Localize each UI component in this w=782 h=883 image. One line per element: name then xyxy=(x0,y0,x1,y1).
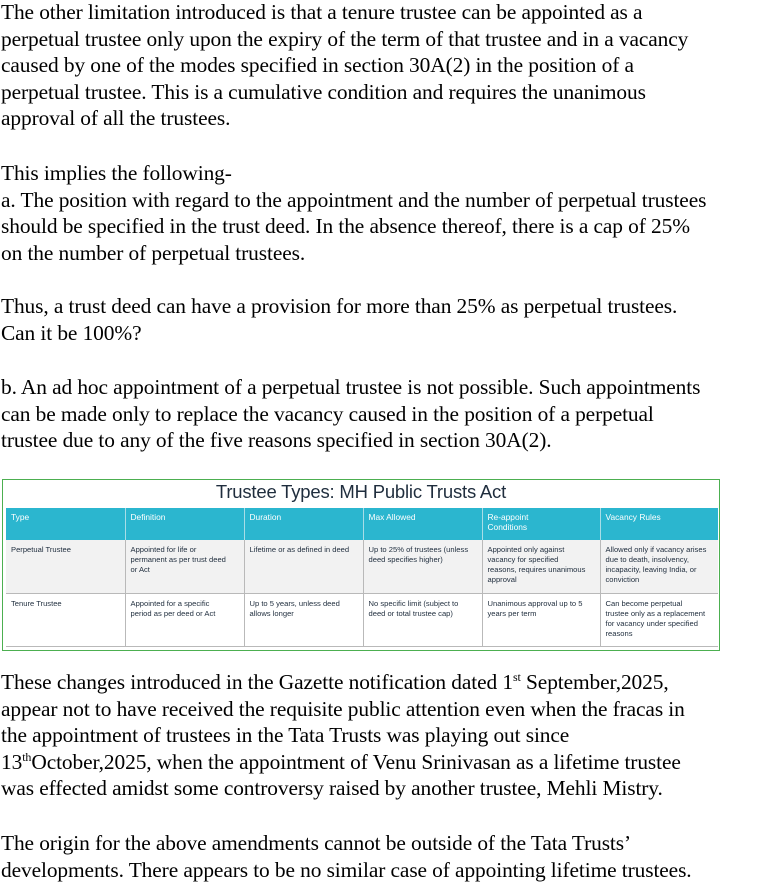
cell-vacancy: Can become perpetual trustee only as a replacement for vacancy under specified reasons xyxy=(600,594,718,647)
cell-reappoint: Unanimous approval up to 5 years per term xyxy=(482,594,600,647)
cell-max-allowed: Up to 25% of trustees (unless deed specifies higher) xyxy=(363,540,482,594)
gazette-text-a: These changes introduced in the Gazette notification dated 1 xyxy=(1,670,513,694)
cell-duration: Up to 5 years, unless deed allows longer xyxy=(244,594,363,647)
header-vacancy-rules: Vacancy Rules xyxy=(600,508,718,540)
table-header-row xyxy=(6,508,718,540)
cell-reappoint: Appointed only against vacancy for specified reasons, requires unanimous approval xyxy=(482,540,600,594)
cell-vacancy: Allowed only if vacancy arises due to death, insolvency, incapacity, leaving India, or conviction xyxy=(600,540,718,594)
paragraph-deed-provision: Thus, a trust deed can have a provision for more than 25% as perpetual trustees. Can it be 100%? xyxy=(1,294,678,345)
paragraph-ad-hoc-appointment: b. An ad hoc appointment of a perpetual trustee is not possible. Such appointments can be made only to replace the vacancy caused in the position of a perpetual trustee due to any of the five reasons specified in section 30A(2). xyxy=(1,375,701,453)
trustee-types-table xyxy=(6,508,718,647)
ordinal-th: th xyxy=(22,749,32,764)
paragraph-gazette-notification xyxy=(1,669,685,802)
paragraph-origin: The origin for the above amendments cannot be outside of the Tata Trusts’ developments. There appears to be no similar case of appointing lifetime trustees. xyxy=(1,831,692,882)
trustee-types-figure xyxy=(2,479,720,651)
header-definition: Definition xyxy=(125,508,244,540)
cell-definition: Appointed for a specific period as per deed or Act xyxy=(125,594,244,647)
table-row xyxy=(6,594,718,647)
header-reappoint-conditions: Re-appoint Conditions xyxy=(482,508,600,540)
table-row xyxy=(6,540,718,594)
header-max-allowed: Max Allowed xyxy=(363,508,482,540)
header-type: Type xyxy=(6,508,125,540)
gazette-text-c: October,2025, when the appointment of Venu Srinivasan as a lifetime trustee was effected amidst some controversy raised by another trustee, Mehli Mistry. xyxy=(1,749,681,801)
paragraph-implications: This implies the following- a. The position with regard to the appointment and the number of perpetual trustees should be specified in the trust deed. In the absence thereof, there is a cap of 25% on the number of perpetual trustees. xyxy=(1,161,707,265)
ordinal-st: st xyxy=(512,669,521,684)
cell-type: Tenure Trustee xyxy=(6,594,125,647)
cell-max-allowed: No specific limit (subject to deed or total trustee cap) xyxy=(363,594,482,647)
paragraph-tenure-limitation: The other limitation introduced is that a tenure trustee can be appointed as a perpetual trustee only upon the expiry of the term of that trustee and in a vacancy caused by one of the modes specified in section 30A(2) in the position of a perpetual trustee. This is a cumulative condition and requires the unanimous approval of all the trustees. xyxy=(1,0,689,131)
figure-title: Trustee Types: MH Public Trusts Act xyxy=(215,481,507,502)
cell-definition: Appointed for life or permanent as per trust deed or Act xyxy=(125,540,244,594)
cell-duration: Lifetime or as defined in deed xyxy=(244,540,363,594)
header-duration: Duration xyxy=(244,508,363,540)
gazette-text-b: September,2025, appear not to have received the requisite public attention even when the fracas in the appointment of trustees in the Tata Trusts was playing out since 13 xyxy=(1,670,685,774)
cell-type: Perpetual Trustee xyxy=(6,540,125,594)
